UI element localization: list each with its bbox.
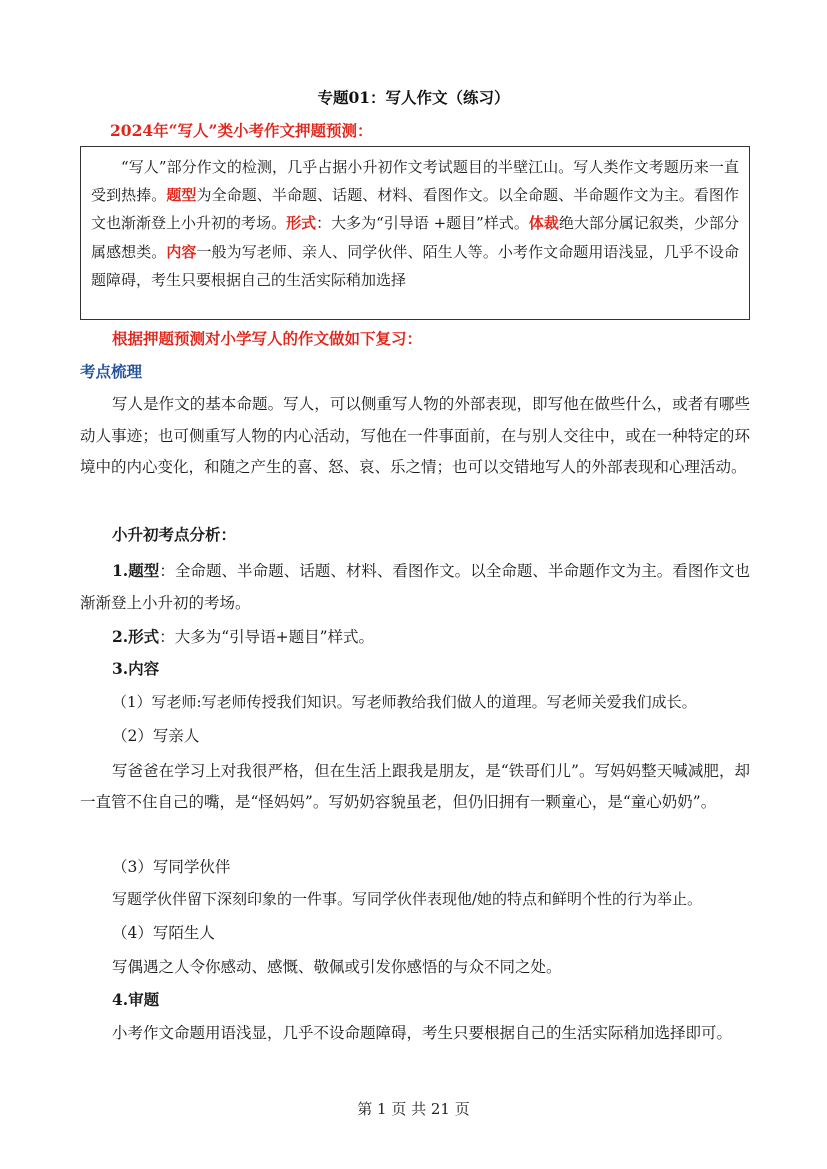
page-title: 专题01：写人作文（练习） <box>317 88 510 107</box>
item-2-text: ：大多为“引导语+题目”样式。 <box>159 628 375 646</box>
item-4-label: 4.审题 <box>112 990 160 1009</box>
analysis-heading: 小升初考点分析： <box>112 525 237 544</box>
box-text-2: 为全命题、半命题、话题、材料、看图作文。以全命题、半命题作文为主。看图作文也渐渐登上小升初的考场。 <box>91 186 739 233</box>
item-2-line <box>112 625 374 647</box>
box-text-1: “写人”部分作文的检测，几乎占据小升初作文考试题目的半壁江山。写人类作文考题历来一直受到热捧。 <box>91 158 739 205</box>
prediction-paragraph <box>91 153 739 294</box>
review-heading: 根据押题预测对小学写人的作文做如下复习： <box>112 329 423 348</box>
content-classmates-text: 写题学伙伴留下深刻印象的一件事。写同学伙伴表现他/她的特点和鲜明个性的行为举止。 <box>112 890 703 908</box>
content-teacher: （1）写老师:写老师传授我们知识。写老师教给我们做人的道理。写老师关爱我们成长。 <box>112 693 697 711</box>
keyword-type: 题型 <box>166 186 197 205</box>
content-strangers-text: 写偶遇之人令你感动、感慨、敬佩或引发你感悟的与众不同之处。 <box>112 958 562 976</box>
item-1-paragraph <box>80 555 750 619</box>
item-2-label: 2.形式 <box>112 627 160 646</box>
content-relatives-text: 写爸爸在学习上对我很严格，但在生活上跟我是朋友，是“铁哥们儿”。写妈妈整天喊减肥，却一直管不住自己的嘴，是“怪妈妈”。写奶奶容貌虽老，但仍旧拥有一颗童心，是“童心奶奶”。 <box>80 762 750 811</box>
item-1-label: 1.题型 <box>112 561 160 580</box>
content-strangers-heading: （4）写陌生人 <box>112 924 215 942</box>
box-text-4: 绝大部分属记叙类，少部分属感想类。 <box>91 214 739 261</box>
keyword-content: 内容 <box>166 242 197 261</box>
item-3-label: 3.内容 <box>112 659 160 678</box>
keyword-form: 形式 <box>286 214 317 233</box>
page-footer: 第 1 页 共 21 页 <box>357 1100 470 1118</box>
keyword-genre: 体裁 <box>528 214 559 233</box>
prediction-heading: 2024年“写人”类小考作文押题预测： <box>110 121 373 140</box>
box-text-5: 一般为写老师、亲人、同学伙伴、陌生人等。小考作文命题用语浅显，几乎不设命题障碍，考生只要根据自己的生活实际稍加选择 <box>91 242 739 289</box>
item-1-text: ：全命题、半命题、话题、材料、看图作文。以全命题、半命题作文为主。看图作文也渐渐登上小升初的考场。 <box>80 562 750 612</box>
prediction-box <box>80 146 750 320</box>
content-relatives-heading: （2）写亲人 <box>112 727 200 745</box>
box-text-3: ：大多为“引导语 +题目”样式。 <box>316 214 529 233</box>
section-heading-key-points: 考点梳理 <box>80 362 143 381</box>
content-classmates-heading: （3）写同学伙伴 <box>112 858 231 876</box>
intro-paragraph: 写人是作文的基本命题。写人，可以侧重写人物的外部表现，即写他在做些什么，或者有哪些动人事迹；也可侧重写人物的内心活动，写他在一件事面前，在与别人交往中，或在一种特定的环境中的内心变化，和随之产生的喜、怒、哀、乐之情；也可以交错地写人的外部表现和心理活动。 <box>80 395 750 476</box>
item-4-text: 小考作文命题用语浅显，几乎不设命题障碍，考生只要根据自己的生活实际稍加选择即可。 <box>112 1024 733 1042</box>
